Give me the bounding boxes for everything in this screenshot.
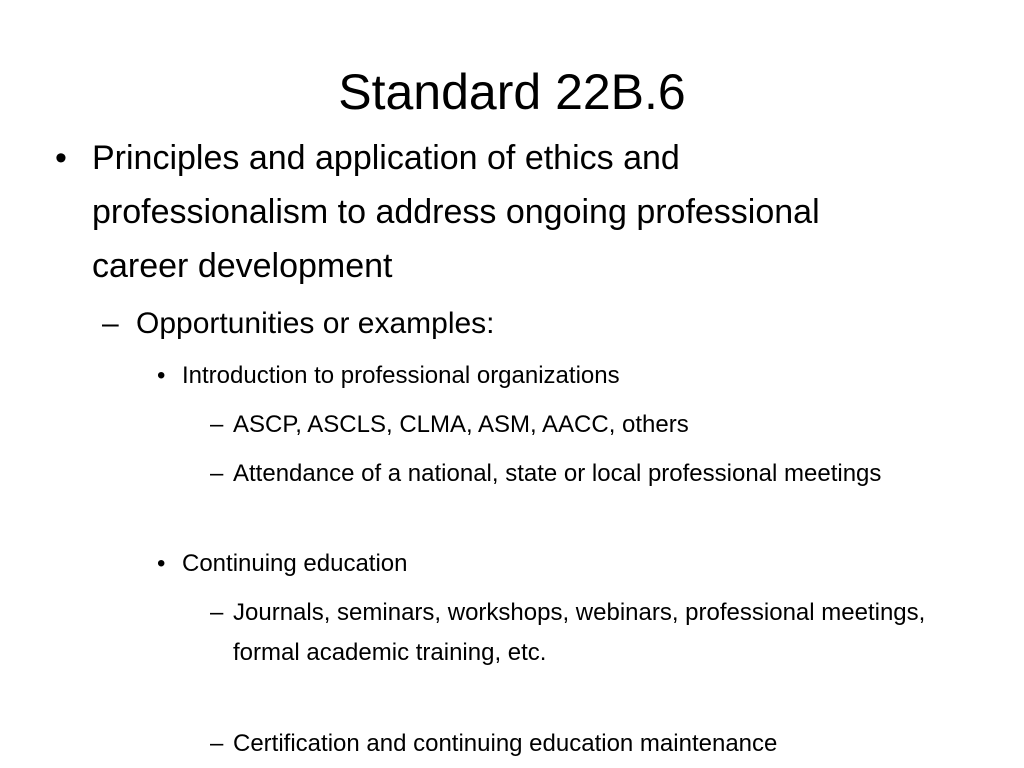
sub-bullet-text: Opportunities or examples: — [136, 307, 495, 340]
bullet-marker: • — [157, 550, 166, 577]
bullet-marker: • — [55, 139, 67, 177]
detail-text: Journals, seminars, workshops, webinars, professional meetings, formal academic training, etc. — [233, 599, 926, 666]
dash-marker: – — [210, 460, 224, 487]
detail-item — [210, 593, 950, 673]
sub-sub-bullet-text: Continuing education — [182, 550, 408, 577]
bullet-text: Principles and application of ethics and professionalism to address ongoing professional career development — [92, 139, 820, 285]
dash-marker: – — [210, 411, 224, 438]
detail-item — [210, 454, 950, 494]
dash-marker: – — [210, 599, 224, 626]
bullet-marker: • — [157, 362, 166, 389]
detail-item — [210, 724, 950, 764]
slide-title: Standard 22B.6 — [338, 64, 686, 120]
sub-sub-bullet-item — [157, 544, 957, 584]
sub-sub-bullet-text: Introduction to professional organizations — [182, 362, 620, 389]
sub-bullet-item — [102, 301, 922, 347]
sub-sub-bullet-item — [157, 356, 957, 396]
dash-marker: – — [102, 307, 119, 340]
bullet-item — [55, 131, 845, 293]
detail-item — [210, 405, 950, 445]
detail-text: Attendance of a national, state or local professional meetings — [233, 460, 882, 487]
detail-text: Certification and continuing education maintenance — [233, 730, 778, 757]
detail-text: ASCP, ASCLS, CLMA, ASM, AACC, others — [233, 411, 689, 438]
dash-marker: – — [210, 730, 224, 757]
